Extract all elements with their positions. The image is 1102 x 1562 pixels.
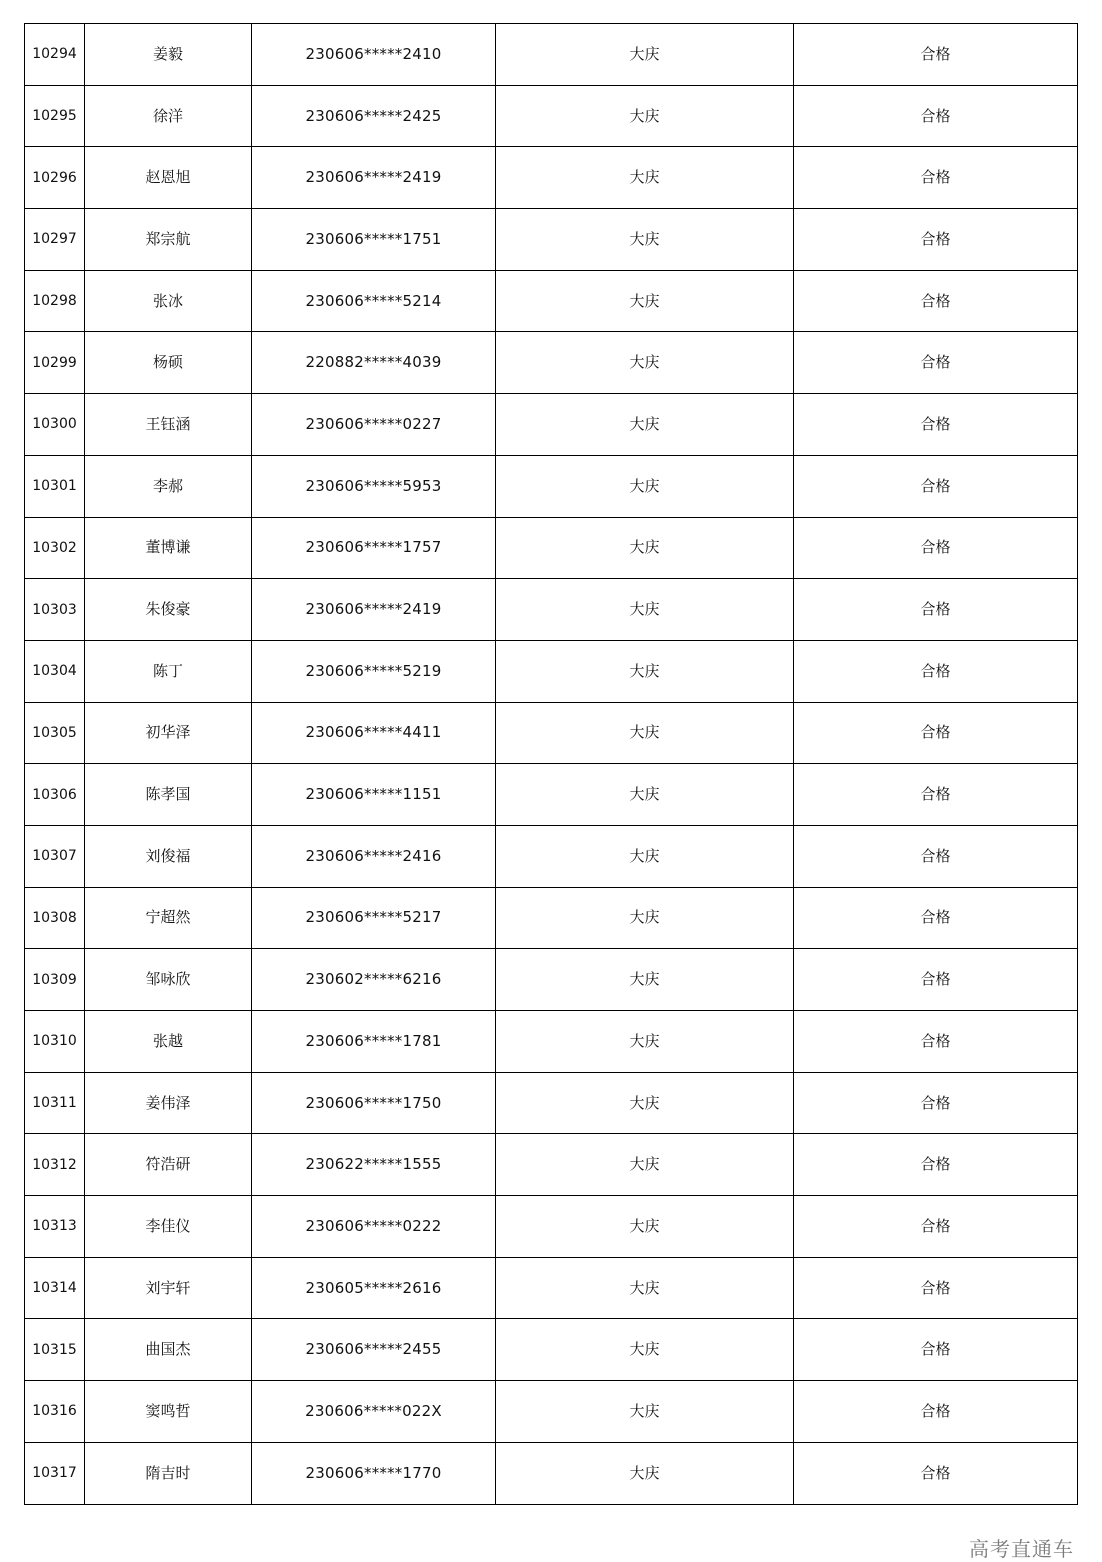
result-cell: 合格 [794,455,1078,517]
row-number-cell: 10303 [25,579,85,641]
region-cell: 大庆 [496,702,794,764]
name-cell: 陈丁 [85,640,252,702]
region-cell: 大庆 [496,1072,794,1134]
table-row [25,579,1078,641]
region-cell: 大庆 [496,764,794,826]
id-number-cell: 230606*****022X [252,1381,496,1443]
result-cell: 合格 [794,24,1078,86]
region-cell: 大庆 [496,1381,794,1443]
id-number-cell: 230606*****2416 [252,825,496,887]
result-cell: 合格 [794,1319,1078,1381]
row-number-cell: 10300 [25,394,85,456]
row-number-cell: 10296 [25,147,85,209]
table-row [25,1196,1078,1258]
result-cell: 合格 [794,702,1078,764]
name-cell: 徐洋 [85,85,252,147]
results-table [24,23,1078,1505]
region-cell: 大庆 [496,270,794,332]
region-cell: 大庆 [496,1011,794,1073]
name-cell: 宁超然 [85,887,252,949]
id-number-cell: 230606*****5219 [252,640,496,702]
name-cell: 隋吉时 [85,1442,252,1504]
name-cell: 刘宇轩 [85,1257,252,1319]
row-number-cell: 10314 [25,1257,85,1319]
id-number-cell: 230605*****2616 [252,1257,496,1319]
id-number-cell: 230606*****1151 [252,764,496,826]
table-row [25,640,1078,702]
name-cell: 张越 [85,1011,252,1073]
name-cell: 初华泽 [85,702,252,764]
name-cell: 姜毅 [85,24,252,86]
table-row [25,147,1078,209]
row-number-cell: 10312 [25,1134,85,1196]
id-number-cell: 220882*****4039 [252,332,496,394]
row-number-cell: 10294 [25,24,85,86]
name-cell: 李郝 [85,455,252,517]
region-cell: 大庆 [496,147,794,209]
watermark-text: 高考直通车 [969,1537,1074,1561]
result-cell: 合格 [794,825,1078,887]
name-cell: 符浩研 [85,1134,252,1196]
id-number-cell: 230606*****2419 [252,147,496,209]
result-cell: 合格 [794,640,1078,702]
table-row [25,85,1078,147]
row-number-cell: 10317 [25,1442,85,1504]
id-number-cell: 230606*****2410 [252,24,496,86]
name-cell: 李佳仪 [85,1196,252,1258]
region-cell: 大庆 [496,517,794,579]
table-row [25,764,1078,826]
row-number-cell: 10301 [25,455,85,517]
region-cell: 大庆 [496,209,794,271]
name-cell: 陈孝国 [85,764,252,826]
result-cell: 合格 [794,1011,1078,1073]
id-number-cell: 230606*****5214 [252,270,496,332]
id-number-cell: 230606*****2419 [252,579,496,641]
table-row [25,1134,1078,1196]
row-number-cell: 10306 [25,764,85,826]
table-row [25,1011,1078,1073]
name-cell: 窦鸣哲 [85,1381,252,1443]
result-cell: 合格 [794,1134,1078,1196]
table-row [25,332,1078,394]
result-cell: 合格 [794,517,1078,579]
table-row [25,1442,1078,1504]
table-row [25,887,1078,949]
id-number-cell: 230606*****5953 [252,455,496,517]
result-cell: 合格 [794,332,1078,394]
table-row [25,702,1078,764]
table-row [25,1381,1078,1443]
row-number-cell: 10308 [25,887,85,949]
table-row [25,825,1078,887]
id-number-cell: 230606*****0227 [252,394,496,456]
name-cell: 刘俊福 [85,825,252,887]
row-number-cell: 10295 [25,85,85,147]
region-cell: 大庆 [496,1257,794,1319]
id-number-cell: 230606*****1757 [252,517,496,579]
name-cell: 邹咏欣 [85,949,252,1011]
results-table-body [25,24,1078,1505]
result-cell: 合格 [794,394,1078,456]
id-number-cell: 230622*****1555 [252,1134,496,1196]
table-row [25,394,1078,456]
row-number-cell: 10307 [25,825,85,887]
table-row [25,949,1078,1011]
table-row [25,455,1078,517]
result-cell: 合格 [794,209,1078,271]
row-number-cell: 10309 [25,949,85,1011]
id-number-cell: 230606*****2455 [252,1319,496,1381]
region-cell: 大庆 [496,24,794,86]
name-cell: 董博谦 [85,517,252,579]
name-cell: 杨硕 [85,332,252,394]
row-number-cell: 10313 [25,1196,85,1258]
id-number-cell: 230606*****1750 [252,1072,496,1134]
result-cell: 合格 [794,1196,1078,1258]
row-number-cell: 10305 [25,702,85,764]
table-row [25,517,1078,579]
name-cell: 朱俊豪 [85,579,252,641]
region-cell: 大庆 [496,887,794,949]
row-number-cell: 10299 [25,332,85,394]
row-number-cell: 10316 [25,1381,85,1443]
table-row [25,209,1078,271]
result-cell: 合格 [794,949,1078,1011]
name-cell: 王钰涵 [85,394,252,456]
id-number-cell: 230606*****0222 [252,1196,496,1258]
name-cell: 曲国杰 [85,1319,252,1381]
region-cell: 大庆 [496,640,794,702]
name-cell: 张冰 [85,270,252,332]
row-number-cell: 10311 [25,1072,85,1134]
region-cell: 大庆 [496,825,794,887]
table-row [25,270,1078,332]
table-row [25,1319,1078,1381]
region-cell: 大庆 [496,85,794,147]
row-number-cell: 10304 [25,640,85,702]
id-number-cell: 230606*****5217 [252,887,496,949]
id-number-cell: 230606*****4411 [252,702,496,764]
table-row [25,1257,1078,1319]
result-cell: 合格 [794,887,1078,949]
region-cell: 大庆 [496,1134,794,1196]
result-cell: 合格 [794,1442,1078,1504]
table-row [25,1072,1078,1134]
table-row [25,24,1078,86]
row-number-cell: 10315 [25,1319,85,1381]
id-number-cell: 230606*****1781 [252,1011,496,1073]
row-number-cell: 10302 [25,517,85,579]
name-cell: 郑宗航 [85,209,252,271]
row-number-cell: 10297 [25,209,85,271]
name-cell: 姜伟泽 [85,1072,252,1134]
region-cell: 大庆 [496,1196,794,1258]
result-cell: 合格 [794,1072,1078,1134]
region-cell: 大庆 [496,1319,794,1381]
result-cell: 合格 [794,1381,1078,1443]
result-cell: 合格 [794,579,1078,641]
region-cell: 大庆 [496,455,794,517]
result-cell: 合格 [794,270,1078,332]
region-cell: 大庆 [496,579,794,641]
result-cell: 合格 [794,85,1078,147]
region-cell: 大庆 [496,949,794,1011]
row-number-cell: 10310 [25,1011,85,1073]
region-cell: 大庆 [496,1442,794,1504]
region-cell: 大庆 [496,332,794,394]
result-cell: 合格 [794,1257,1078,1319]
id-number-cell: 230602*****6216 [252,949,496,1011]
region-cell: 大庆 [496,394,794,456]
name-cell: 赵恩旭 [85,147,252,209]
id-number-cell: 230606*****1770 [252,1442,496,1504]
id-number-cell: 230606*****1751 [252,209,496,271]
result-cell: 合格 [794,147,1078,209]
row-number-cell: 10298 [25,270,85,332]
result-cell: 合格 [794,764,1078,826]
id-number-cell: 230606*****2425 [252,85,496,147]
